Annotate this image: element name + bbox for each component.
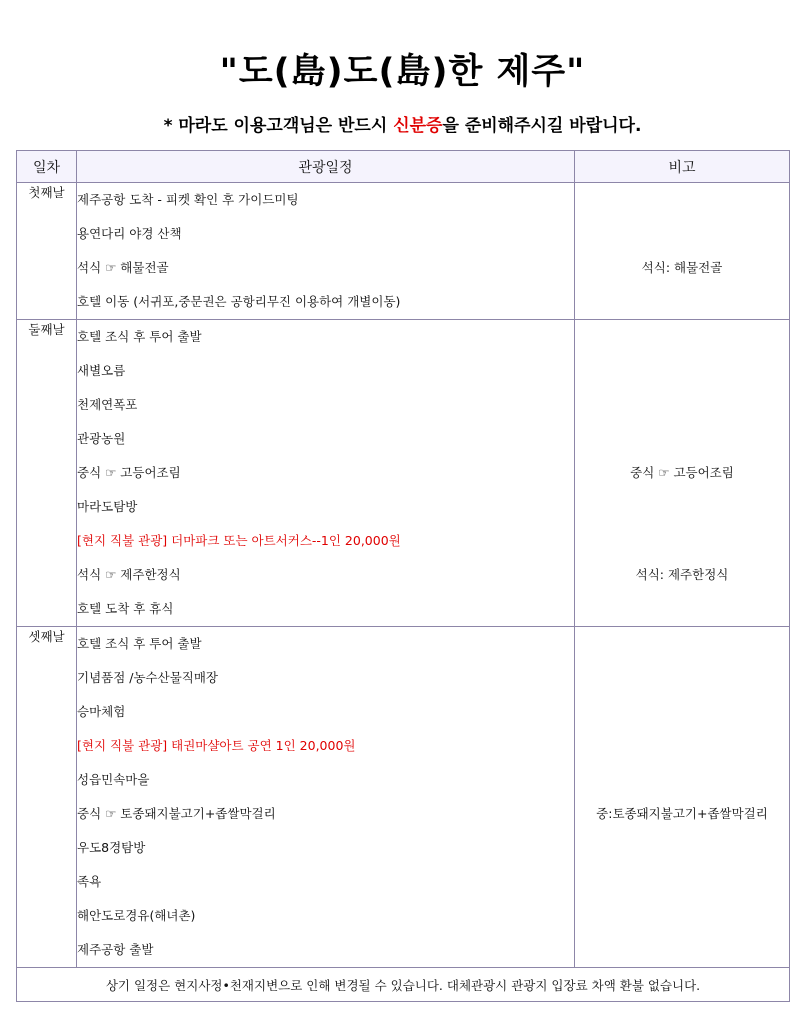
note-line [575, 831, 789, 865]
schedule-item: 제주공항 도착 - 피켓 확인 후 가이드미팅 [77, 192, 299, 207]
day-label: 둘째날 [17, 320, 77, 627]
note-line: 중식 ☞ 고등어조림 [630, 465, 734, 480]
note-line: 석식: 제주한정식 [635, 567, 729, 582]
note-line [575, 933, 789, 967]
schedule-item: 제주공항 출발 [77, 942, 154, 957]
note-line [575, 899, 789, 933]
schedule-item: 용연다리 야경 산책 [77, 226, 182, 241]
page-title: "도(島)도(島)한 제주" [219, 52, 586, 92]
note-line: 석식: 해물전골 [641, 260, 723, 275]
day-label: 셋째날 [17, 627, 77, 968]
note-line [575, 729, 789, 763]
schedule-item: 석식 ☞ 제주한정식 [77, 567, 181, 582]
schedule-item: 호텔 조식 후 투어 출발 [77, 329, 202, 344]
note-line [575, 695, 789, 729]
schedule-item: 기념품점 /농수산물직매장 [77, 670, 219, 685]
note-line [575, 592, 789, 626]
day-items [77, 320, 575, 627]
note-line [575, 422, 789, 456]
note-line [575, 388, 789, 422]
note-line: 중:토종돼지불고기+좁쌀막걸리 [596, 806, 768, 821]
schedule-item: 족욕 [77, 874, 102, 889]
day-items [77, 183, 575, 320]
day-notes [575, 627, 790, 968]
note-line [575, 285, 789, 319]
schedule-item: 새별오름 [77, 363, 126, 378]
header-note: 비고 [575, 151, 790, 183]
schedule-item: 석식 ☞ 해물전골 [77, 260, 169, 275]
day-row-3 [17, 627, 790, 968]
note-line [575, 354, 789, 388]
note-line [575, 320, 789, 354]
schedule-item: 승마체험 [77, 704, 126, 719]
schedule-item: 해안도로경유(해녀촌) [77, 908, 196, 923]
schedule-item: 천제연폭포 [77, 397, 138, 412]
header-schedule: 관광일정 [77, 151, 575, 183]
day-label: 첫째날 [17, 183, 77, 320]
note-line [575, 763, 789, 797]
notice-prefix: * 마라도 이용고객님은 반드시 [163, 116, 394, 136]
note-line [575, 865, 789, 899]
header-day: 일차 [17, 151, 77, 183]
notice-suffix: 을 준비해주시길 바랍니다. [442, 116, 642, 136]
optional-tour-item: [현지 직불 관광] 태권마샬아트 공연 1인 20,000원 [77, 738, 356, 753]
day-notes [575, 183, 790, 320]
schedule-item: 우도8경탐방 [77, 840, 146, 855]
note-line [575, 217, 789, 251]
schedule-item: 관광농원 [77, 431, 126, 446]
header-row [17, 151, 790, 183]
notice-highlight: 신분증 [393, 116, 443, 136]
itinerary-table [16, 150, 790, 1002]
day-row-2 [17, 320, 790, 627]
schedule-item: 중식 ☞ 토종돼지불고기+좁쌀막걸리 [77, 806, 276, 821]
schedule-item: 호텔 이동 (서귀포,중문권은 공항리무진 이용하여 개별이동) [77, 294, 401, 309]
schedule-item: 호텔 조식 후 투어 출발 [77, 636, 202, 651]
id-notice [0, 111, 805, 136]
day-notes [575, 320, 790, 627]
note-line [575, 524, 789, 558]
schedule-item: 중식 ☞ 고등어조림 [77, 465, 181, 480]
schedule-item: 성읍민속마을 [77, 772, 150, 787]
note-line [575, 490, 789, 524]
schedule-item: 호텔 도착 후 휴식 [77, 601, 174, 616]
day-items [77, 627, 575, 968]
day-row-1 [17, 183, 790, 320]
note-line [575, 627, 789, 661]
optional-tour-item: [현지 직불 관광] 더마파크 또는 아트서커스--1인 20,000원 [77, 533, 401, 548]
note-line [575, 661, 789, 695]
footer-row [17, 968, 790, 1002]
footer-disclaimer: 상기 일정은 현지사정•천재지변으로 인해 변경될 수 있습니다. 대체관광시 관광지 입장료 차액 환불 없습니다. [17, 968, 790, 1002]
note-line [575, 183, 789, 217]
schedule-item: 마라도탐방 [77, 499, 138, 514]
